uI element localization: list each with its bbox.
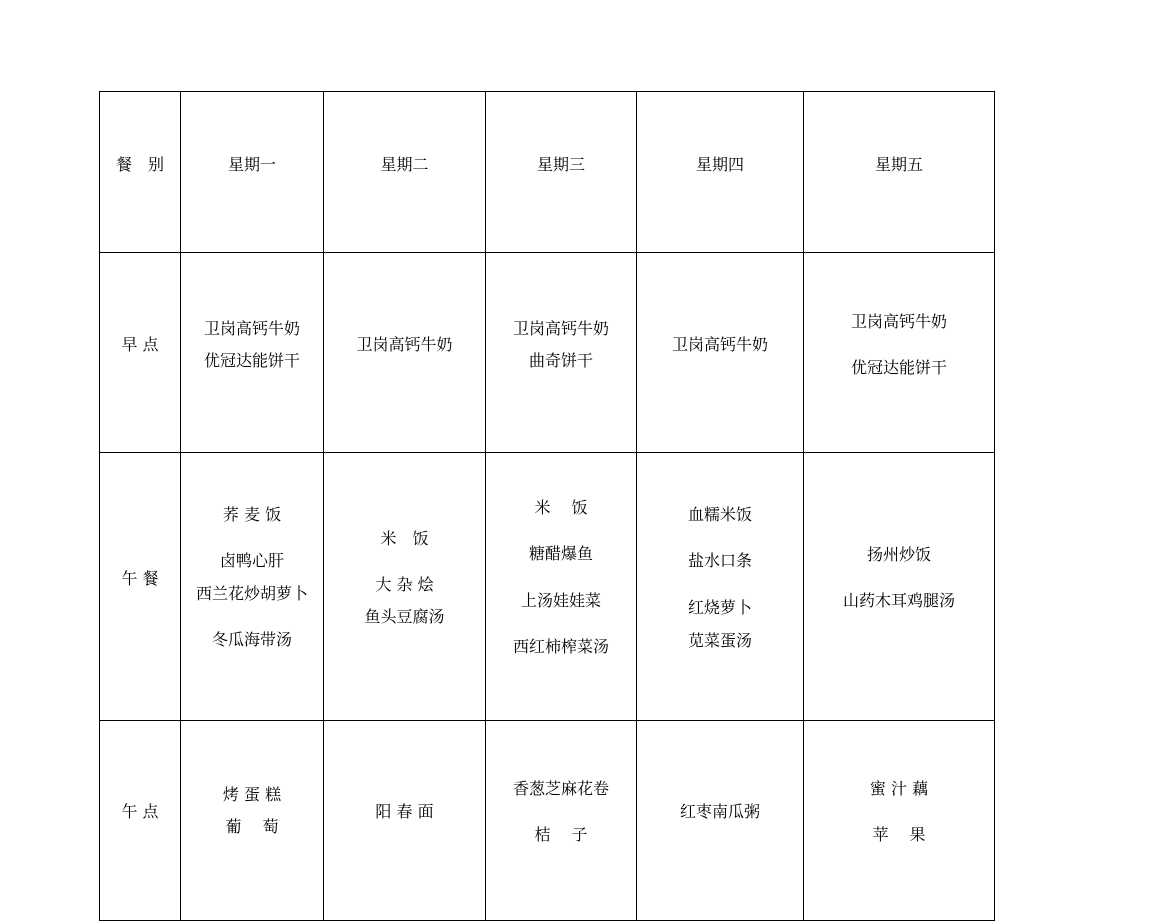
- menu-item: 优冠达能饼干: [203, 351, 300, 370]
- menu-item: 上汤娃娃菜: [520, 591, 601, 610]
- menu-item: 卫岗高钙牛奶: [850, 312, 947, 331]
- menu-cell: [804, 253, 995, 453]
- menu-cell: [486, 721, 637, 921]
- meal-label: 午 餐: [121, 569, 159, 588]
- menu-item: 卫岗高钙牛奶: [512, 319, 609, 338]
- breakfast-row: [100, 253, 995, 453]
- menu-item: 大 杂 烩: [375, 575, 434, 594]
- menu-cell: [181, 453, 324, 721]
- header-meal-type-cell: [100, 92, 181, 253]
- menu-cell: [804, 453, 995, 721]
- header-day-label: 星期三: [536, 155, 585, 174]
- header-day-cell: [486, 92, 637, 253]
- menu-item: 西兰花炒胡萝卜: [195, 584, 308, 603]
- header-day-label: 星期一: [227, 155, 276, 174]
- header-day-cell: [181, 92, 324, 253]
- lunch-row: [100, 453, 995, 721]
- menu-cell: [324, 253, 486, 453]
- menu-item: 蜜 汁 藕: [869, 779, 929, 798]
- menu-cell: [486, 253, 637, 453]
- menu-item: 桔 子: [534, 825, 588, 844]
- menu-cell: [181, 721, 324, 921]
- menu-item: 冬瓜海带汤: [211, 630, 292, 649]
- weekly-menu-table: [99, 91, 995, 921]
- meal-label: 早 点: [121, 335, 159, 354]
- header-day-cell: [637, 92, 804, 253]
- menu-item: 卫岗高钙牛奶: [671, 335, 768, 354]
- header-row: [100, 92, 995, 253]
- header-meal-type-label: 餐 别: [115, 155, 164, 174]
- meal-label: 午 点: [121, 802, 159, 821]
- menu-item: 鱼头豆腐汤: [364, 607, 445, 626]
- menu-item: 米 饭: [380, 529, 429, 548]
- menu-item: 苹 果: [872, 825, 926, 844]
- menu-item: 盐水口条: [687, 551, 752, 570]
- header-day-cell: [804, 92, 995, 253]
- menu-item: 荞 麦 饭: [222, 505, 282, 524]
- menu-item: 卫岗高钙牛奶: [203, 319, 300, 338]
- menu-item: 山药木耳鸡腿汤: [842, 591, 955, 610]
- menu-item: 阳 春 面: [375, 802, 434, 821]
- meal-label-cell: [100, 721, 181, 921]
- menu-item: 红烧萝卜: [687, 598, 752, 617]
- menu-item: 烤 蛋 糕: [222, 785, 282, 804]
- menu-item: 西红柿榨菜汤: [512, 637, 609, 656]
- menu-cell: [486, 453, 637, 721]
- menu-item: 血糯米饭: [687, 505, 752, 524]
- header-day-cell: [324, 92, 486, 253]
- menu-item: 曲奇饼干: [528, 351, 593, 370]
- menu-item: 卤鸭心肝: [219, 551, 284, 570]
- menu-item: 卫岗高钙牛奶: [356, 335, 453, 354]
- menu-item: 红枣南瓜粥: [679, 802, 760, 821]
- menu-item: 葡 萄: [225, 817, 279, 836]
- menu-cell: [324, 721, 486, 921]
- menu-cell: [637, 253, 804, 453]
- meal-label-cell: [100, 253, 181, 453]
- menu-item: 香葱芝麻花卷: [512, 779, 609, 798]
- afternoon-snack-row: [100, 721, 995, 921]
- header-day-label: 星期四: [695, 155, 744, 174]
- menu-cell: [637, 721, 804, 921]
- menu-cell: [804, 721, 995, 921]
- menu-item: 米 饭: [534, 498, 588, 517]
- header-day-label: 星期五: [874, 155, 923, 174]
- header-day-label: 星期二: [380, 155, 429, 174]
- menu-item: 扬州炒饭: [866, 545, 931, 564]
- menu-cell: [181, 253, 324, 453]
- menu-cell: [637, 453, 804, 721]
- menu-item: 苋菜蛋汤: [687, 631, 752, 650]
- menu-item: 糖醋爆鱼: [528, 544, 593, 563]
- meal-label-cell: [100, 453, 181, 721]
- menu-item: 优冠达能饼干: [850, 358, 947, 377]
- menu-cell: [324, 453, 486, 721]
